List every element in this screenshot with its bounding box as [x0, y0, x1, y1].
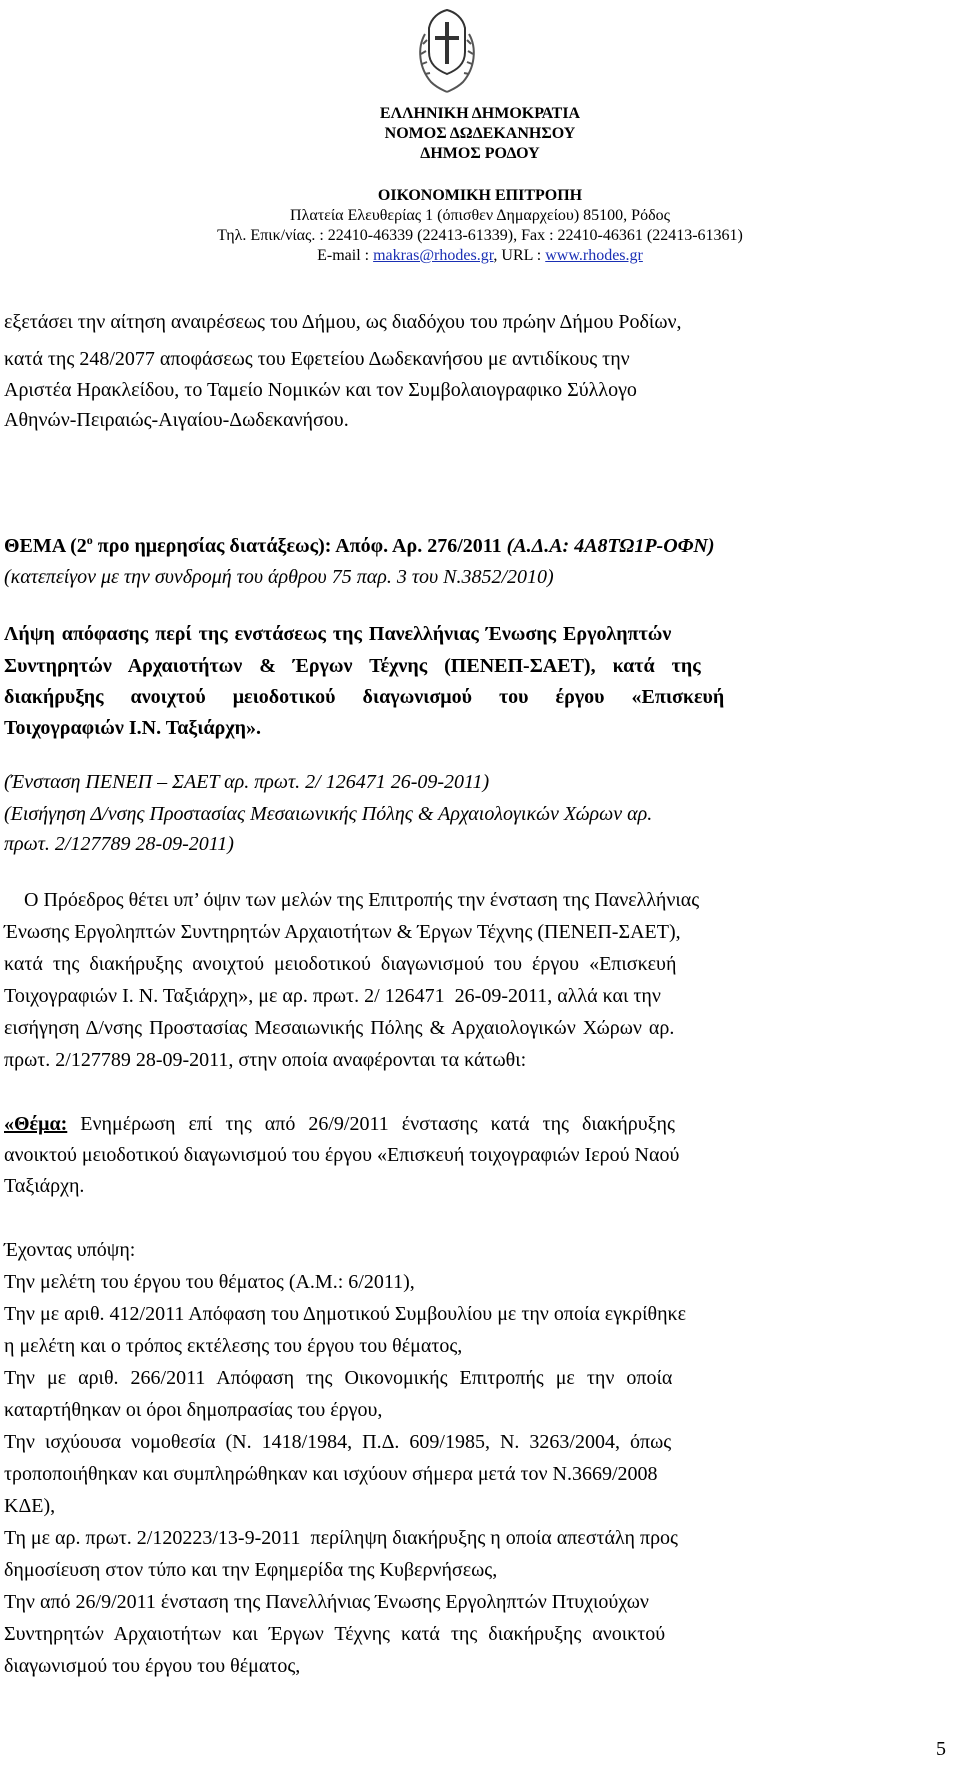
considering-line-13: διαγωνισμού του έργου του θέματος, — [4, 1655, 301, 1677]
considering-line-11: Την από 26/9/2011 ένσταση της Πανελλήνιας Ένωσης Εργοληπτών Πτυχιούχων — [4, 1591, 649, 1613]
president-line-5: εισήγηση Δ/νσης Προστασίας Μεσαιωνικής Πόλης & Αρχαιολογικών Χώρων αρ. — [4, 1017, 675, 1039]
considering-line-12: Συντηρητών Αρχαιοτήτων και Έργων Τέχνης κατά της διακήρυξης ανοικτού — [4, 1623, 666, 1645]
decision-title-line-2: Συντηρητών Αρχαιοτήτων & Έργων Τέχνης (ΠΕΝΕΠ-ΣΑΕΤ), κατά της — [4, 655, 701, 677]
letterhead-prefecture: ΝΟΜΟΣ ΔΩΔΕΚΑΝΗΣΟΥ — [384, 125, 576, 142]
intro-line-1: εξετάσει την αίτηση αναιρέσεως του Δήμου, ως διαδόχου του πρώην Δήμου Ροδίων, — [4, 311, 682, 333]
president-line-1: Ο Πρόεδρος θέτει υπ’ όψιν των μελών της Επιτροπής την ένσταση της Πανελλήνιας — [4, 889, 700, 911]
letterhead-republic: ΕΛΛΗΝΙΚΗ ΔΗΜΟΚΡΑΤΙΑ — [379, 105, 581, 122]
decision-title-line-3: διακήρυξης ανοιχτού μειοδοτικού διαγωνισμού του έργου «Επισκευή — [4, 686, 725, 708]
website-link[interactable]: www.rhodes.gr — [545, 247, 643, 264]
letterhead-address: Πλατεία Ελευθερίας 1 (όπισθεν Δημαρχείου) 85100, Ρόδος — [290, 207, 670, 224]
letterhead-contacts — [180, 246, 780, 266]
topic-text: Ενημέρωση επί της από 26/9/2011 ένστασης κατά της διακήρυξης — [67, 1113, 675, 1135]
considering-line-9: Τη με αρ. πρωτ. 2/120223/13-9-2011 περίληψη διακήρυξης η οποία απεστάλη προς — [4, 1527, 678, 1549]
intro-line-2: κατά της 248/2077 αποφάσεως του Εφετείου Δωδεκανήσου με αντιδίκους την — [4, 348, 630, 370]
ada-code: (Α.Δ.Α: 4Α8ΤΩ1Ρ-ΟΦΝ) — [506, 535, 715, 557]
email-link[interactable]: makras@rhodes.gr — [373, 247, 494, 264]
letterhead-municipality: ΔΗΜΟΣ ΡΟΔΟΥ — [420, 145, 540, 162]
subject-prefix: ΘΕΜΑ (2 — [4, 535, 87, 557]
topic-label: «Θέμα: — [4, 1113, 68, 1135]
president-line-3: κατά της διακήρυξης ανοιχτού μειοδοτικού διαγωνισμού του έργου «Επισκευή — [4, 953, 677, 975]
considering-line-10: δημοσίευση στον τύπο και την Εφημερίδα της Κυβερνήσεως, — [4, 1559, 498, 1581]
recommendation-reference-line-1: (Εισήγηση Δ/νσης Προστασίας Μεσαιωνικής Πόλης & Αρχαιολογικών Χώρων αρ. — [4, 803, 653, 825]
subject-agenda: προ ημερησίας διατάξεως): — [92, 535, 336, 557]
considering-line-8: ΚΔΕ), — [4, 1495, 56, 1517]
subject-line — [4, 532, 945, 561]
intro-line-4: Αθηνών-Πειραιώς-Αιγαίου-Δωδεκανήσου. — [4, 409, 349, 431]
considering-line-6: Την ισχύουσα νομοθεσία (Ν. 1418/1984, Π.Δ. 609/1985, Ν. 3263/2004, όπως — [4, 1431, 672, 1453]
president-line-2: Ένωσης Εργοληπτών Συντηρητών Αρχαιοτήτων & Έργων Τέχνης (ΠΕΝΕΠ-ΣΑΕΤ), — [4, 921, 681, 943]
considering-line-7: τροποποιήθηκαν και συμπληρώθηκαν και ισχύουν σήμερα μετά τον Ν.3669/2008 — [4, 1463, 658, 1485]
decision-title-line-1: Λήψη απόφασης περί της ενστάσεως της Πανελλήνιας Ένωσης Εργοληπτών — [4, 623, 672, 645]
recommendation-reference-line-2: πρωτ. 2/127789 28-09-2011) — [4, 833, 234, 855]
considering-line-5: καταρτήθηκαν οι όροι δημοπρασίας του έργου, — [4, 1399, 383, 1421]
urgent-note: (κατεπείγον με την συνδρομή του άρθρου 75 παρ. 3 του Ν.3852/2010) — [4, 566, 554, 588]
decision-title-line-4: Τοιχογραφιών Ι.Ν. Ταξιάρχη». — [4, 717, 261, 739]
topic-line-1 — [4, 1110, 945, 1139]
letterhead-committee: ΟΙΚΟΝΟΜΙΚΗ ΕΠΙΤΡΟΠΗ — [377, 187, 583, 204]
intro-line-3: Αριστέα Ηρακλείδου, το Ταμείο Νομικών και τον Συμβολαιογραφικο Σύλλογο — [4, 379, 637, 401]
considering-line-2: Την με αριθ. 412/2011 Απόφαση του Δημοτικού Συμβουλίου με την οποία εγκρίθηκε — [4, 1303, 687, 1325]
decision-number: Απόφ. Αρ. 276/2011 — [335, 535, 507, 557]
considering-heading: Έχοντας υπόψη: — [4, 1239, 136, 1261]
topic-line-2: ανοικτού μειοδοτικού διαγωνισμού του έργου «Επισκευή τοιχογραφιών Ιερού Ναού — [4, 1144, 680, 1166]
greek-coat-of-arms-icon — [415, 4, 479, 100]
url-label: , URL : — [493, 247, 546, 264]
president-line-6: πρωτ. 2/127789 28-09-2011, στην οποία αναφέρονται τα κάτωθι: — [4, 1049, 527, 1071]
subject-ordinal: ο — [86, 533, 93, 547]
topic-line-3: Ταξιάρχη. — [4, 1175, 85, 1197]
considering-line-1: Την μελέτη του έργου του θέματος (Α.Μ.: 6/2011), — [4, 1271, 415, 1293]
letterhead-phones: Τηλ. Επικ/νίας. : 22410-46339 (22413-61339), Fax : 22410-46361 (22413-61361) — [217, 227, 743, 244]
email-label: E-mail : — [317, 247, 374, 264]
considering-line-3: η μελέτη και ο τρόπος εκτέλεσης του έργου του θέματος, — [4, 1335, 463, 1357]
objection-reference: (Ένσταση ΠΕΝΕΠ – ΣΑΕΤ αρ. πρωτ. 2/ 126471 26-09-2011) — [4, 771, 490, 793]
president-line-4: Τοιχογραφιών Ι. Ν. Ταξιάρχη», με αρ. πρωτ. 2/ 126471 26-09-2011, αλλά και την — [4, 985, 661, 1007]
page-number: 5 — [936, 1738, 946, 1760]
considering-line-4: Την με αριθ. 266/2011 Απόφαση της Οικονομικής Επιτροπής με την οποία — [4, 1367, 673, 1389]
